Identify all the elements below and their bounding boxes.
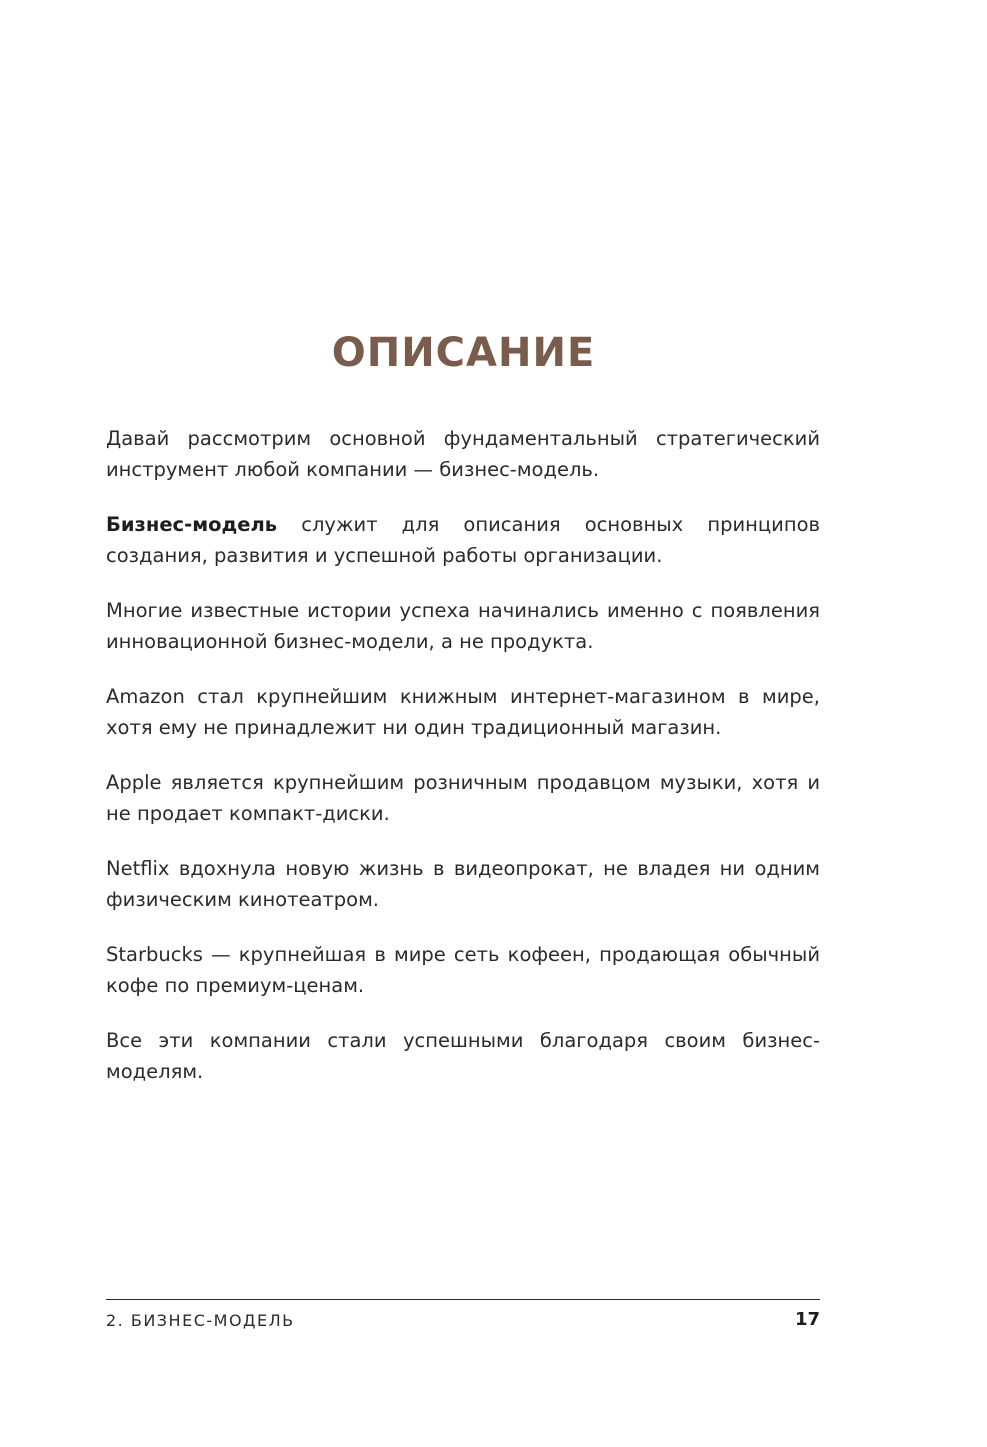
paragraph-apple: Apple является крупнейшим розничным продавцом музыки, хотя и не продает компакт-диски.	[106, 771, 820, 825]
footer-chapter-title: 2. БИЗНЕС-МОДЕЛЬ	[106, 1311, 295, 1330]
paragraph-conclusion: Все эти компании стали успешными благодаря своим бизнес-моделям.	[106, 1029, 820, 1083]
page-heading: ОПИСАНИЕ	[331, 330, 596, 376]
paragraph-definition	[106, 509, 820, 571]
footer-divider	[106, 1299, 820, 1300]
definition-text: служит для описания основных принципов создания, развития и успешной работы организации.	[106, 513, 820, 567]
definition-term: Бизнес-модель	[106, 513, 278, 536]
body-text	[106, 423, 820, 1111]
paragraph-netflix: Netflix вдохнула новую жизнь в видеопрокат, не владея ни одним физическим кинотеатром.	[106, 857, 820, 911]
paragraph-amazon: Amazon стал крупнейшим книжным интернет-магазином в мире, хотя ему не принадлежит ни один традиционный магазин.	[106, 685, 820, 739]
paragraph-starbucks: Starbucks — крупнейшая в мире сеть кофеен, продающая обычный кофе по премиум-ценам.	[106, 943, 820, 997]
paragraph-success-stories: Многие известные истории успеха начинались именно с появления инновационной бизнес-модели, а не продукта.	[106, 599, 820, 653]
page-number: 17	[794, 1309, 820, 1330]
paragraph-intro: Давай рассмотрим основной фундаментальный стратегический инструмент любой компании — бизнес-модель.	[106, 427, 820, 481]
